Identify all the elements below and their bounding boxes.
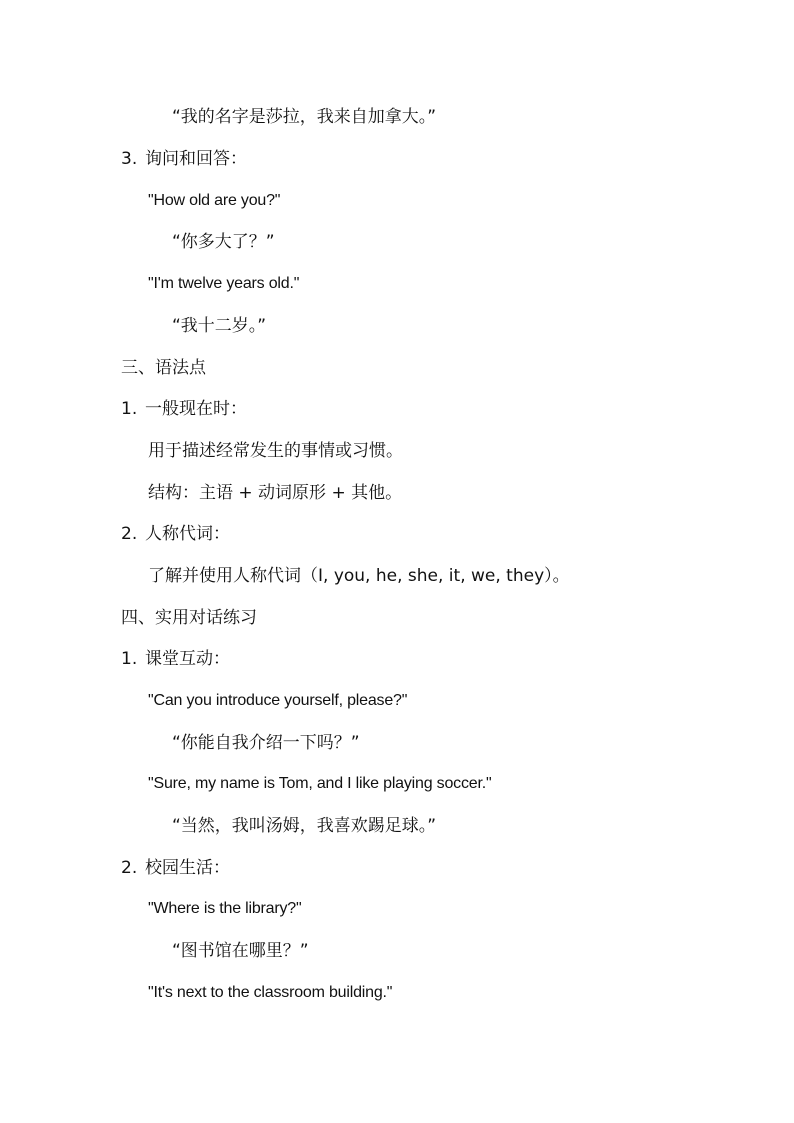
translation-line: “图书馆在哪里？” — [172, 941, 309, 961]
translation-line: “当然，我叫汤姆，我喜欢踢足球。” — [172, 816, 437, 836]
item-label: 校园生活： — [145, 858, 230, 878]
dialogue-line-english: "I'm twelve years old." — [148, 275, 300, 292]
translation-line: “我的名字是莎拉，我来自加拿大。” — [172, 107, 437, 127]
section-heading: 三、语法点 — [121, 358, 206, 378]
translation-line: “我十二岁。” — [172, 316, 267, 336]
numbered-item — [121, 397, 247, 421]
item-label: 一般现在时： — [145, 399, 247, 419]
item-number: 2. — [121, 524, 138, 544]
translation-line: “你能自我介绍一下吗？” — [172, 733, 360, 753]
item-label: 人称代词： — [145, 524, 230, 544]
dialogue-line-english: "Where is the library?" — [148, 900, 302, 917]
dialogue-line-english: "How old are you?" — [148, 192, 281, 209]
body-text: 了解并使用人称代词（I, you, he, she, it, we, they）。 — [148, 566, 570, 586]
body-text: 结构：主语 + 动词原形 + 其他。 — [148, 483, 403, 503]
item-number: 3. — [121, 149, 138, 169]
section-heading: 四、实用对话练习 — [121, 608, 257, 628]
numbered-item — [121, 522, 230, 546]
item-number: 2. — [121, 858, 138, 878]
numbered-item — [121, 147, 247, 171]
dialogue-line-english: "It's next to the classroom building." — [148, 984, 393, 1001]
dialogue-line-english: "Can you introduce yourself, please?" — [148, 692, 408, 709]
dialogue-line-english: "Sure, my name is Tom, and I like playing soccer." — [148, 775, 492, 792]
body-text: 用于描述经常发生的事情或习惯。 — [148, 441, 403, 461]
numbered-item — [121, 647, 230, 671]
translation-line: “你多大了？” — [172, 232, 275, 252]
item-number: 1. — [121, 399, 138, 419]
item-label: 课堂互动： — [145, 649, 230, 669]
numbered-item — [121, 856, 230, 880]
item-number: 1. — [121, 649, 138, 669]
item-label: 询问和回答： — [145, 149, 247, 169]
